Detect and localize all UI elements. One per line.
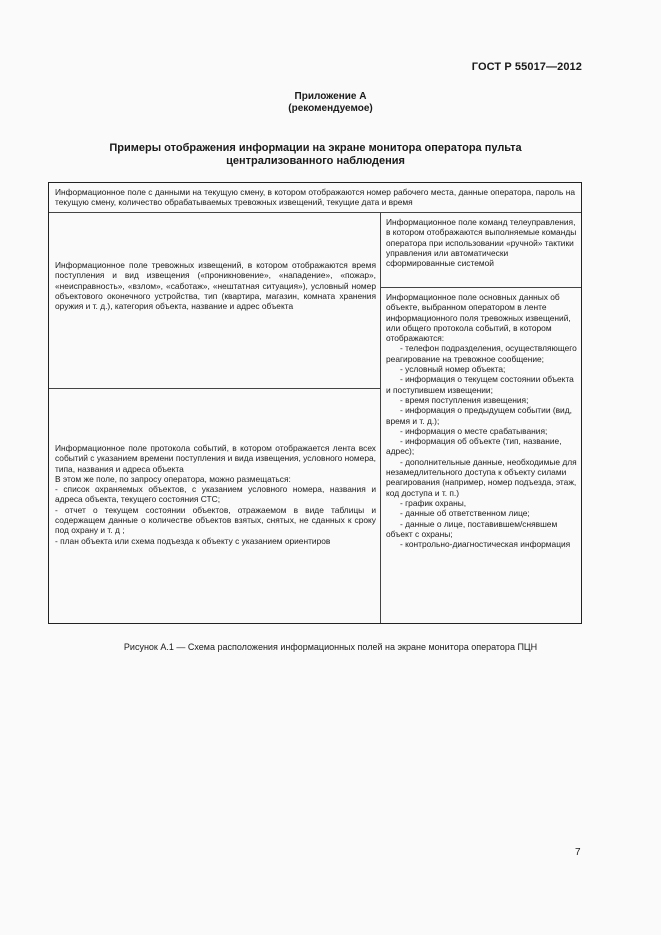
protocol-text: В этом же поле, по запросу оператора, можно размещаться: [55,473,291,484]
section-title: Примеры отображения информации на экране монитора оператора пульта централизованного наблюдения [109,142,522,167]
telecontrol-commands-field: Информационное поле команд телеуправления, в котором отображаются выполняемые команды оператора при использовании «ручной» тактики управления или автоматически сформированные системой [381,213,581,288]
object-field-item: - данные о лице, поставившем/снявшем объект с охраны; [386,518,558,539]
standard-number: ГОСТ Р 55017—2012 [471,61,582,73]
object-field-item: - информация о месте срабатывания; [400,425,548,436]
object-field-item: - дополнительные данные, необходимые для незамедлительного доступа к объекту силами реагирования (например, номер подъезда, этаж, код доступа и т. п.) [386,456,577,498]
figure-caption: Рисунок А.1 — Схема расположения информационных полей на экране монитора оператора ПЦН [123,642,538,652]
annex-title: Приложение А [294,91,367,102]
annex-heading [0,91,661,115]
protocol-text: Информационное поле протокола событий, в котором отображается лента всех событий с указанием времени поступления и вида извещения, условного номера, типа, названия и адреса объекта [55,443,376,474]
object-field-item: - контрольно-диагностическая информация [400,539,571,550]
protocol-list-item: - план объекта или схема подъезда к объекту с указанием ориентиров [55,535,331,546]
object-field-item: - информация о текущем состоянии объекта и поступившем извещении; [386,374,574,395]
object-field-item: - телефон подразделения, осуществляющего реагирование на тревожное сообщение; [386,343,577,364]
object-field-item: - условный номер объекта; [400,364,506,375]
object-field-item: - время поступления извещения; [400,394,529,405]
object-field-item: - график охраны, [400,497,467,508]
object-field-item: - информация об объекте (тип, название, адрес); [386,436,562,457]
object-field-item: - данные об ответственном лице; [400,508,530,519]
screen-layout-diagram [48,182,582,624]
annex-subtitle: (рекомендуемое) [288,103,373,114]
object-data-field [381,288,581,623]
page-number: 7 [575,847,581,858]
protocol-list-item: - список охраняемых объектов, с указанием условного номера, названия и адреса объекта, текущего состояния СТС; [55,484,376,505]
object-field-intro: Информационное поле основных данных об объекте, выбранном оператором в ленте информационного поля тревожных извещений, или общего протокола событий, в котором отображаются: [386,292,571,344]
event-protocol-field [49,389,381,623]
alarm-notifications-field: Информационное поле тревожных извещений, в котором отображаются время поступления и вид извещения («проникновение», «нападение», «пожар», «неисправность», «взлом», «саботаж», «нештатная ситуация»), условный номер объектового оконечного устройства, тип (квартира, магазин, комната хранения оружия и т. д.), категория объекта, название и адрес объекта [49,213,381,389]
protocol-list-item: - отчет о текущем состоянии объектов, отражаемом в виде таблицы и содержащем данные о количестве объектов взятых, снятых, не сданных к сроку под охрану и т. д ; [55,504,376,536]
shift-info-field: Информационное поле с данными на текущую смену, в котором отображаются номер рабочего места, данные оператора, пароль на текущую смену, количество обрабатываемых тревожных извещений, текущие дата и время [49,183,581,213]
object-field-item: - информация о предыдущем событии (вид, время и т. д.); [386,405,572,426]
